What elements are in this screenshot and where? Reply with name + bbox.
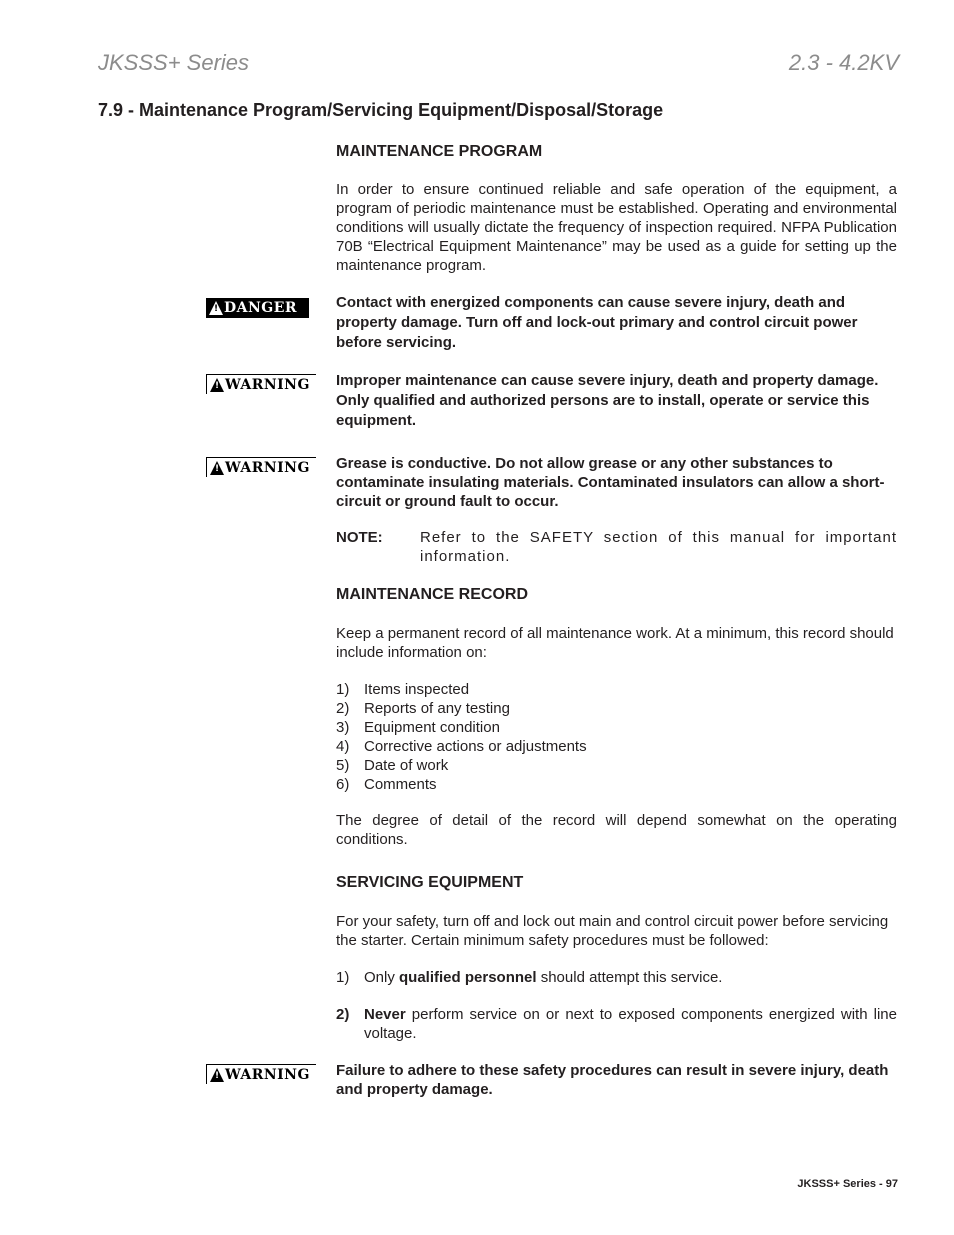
step-number: 2) — [336, 1006, 350, 1023]
step-text: Only qualified personnel should attempt this service. — [364, 969, 723, 986]
list-item: 6) Comments — [336, 776, 437, 793]
note-text: Refer to the SAFETY section of this manual for important information. — [420, 529, 897, 565]
warning-triangle-icon: ! — [210, 1068, 224, 1082]
warning-badge — [206, 1064, 316, 1084]
maintenance-record-intro: Keep a permanent record of all maintenance work. At a minimum, this record should include information on: — [336, 625, 894, 661]
list-item: 2) Reports of any testing — [336, 700, 510, 717]
warning-triangle-icon: ! — [210, 461, 224, 475]
step-text: Never perform service on or next to exposed components energized with line voltage. — [364, 1006, 897, 1042]
warning-badge-label: WARNING — [225, 1066, 310, 1083]
danger-badge-label: DANGER — [224, 300, 298, 316]
list-item: 3) Equipment condition — [336, 719, 500, 736]
warning-badge — [206, 374, 316, 394]
servicing-step-2 — [336, 1005, 897, 1043]
warning-notice-maintenance: Improper maintenance can cause severe injury, death and property damage. Only qualified and authorized persons are to install, operate or service this equipment. — [336, 372, 879, 429]
maintenance-program-heading: MAINTENANCE PROGRAM — [336, 143, 543, 160]
list-item: 5) Date of work — [336, 757, 449, 774]
servicing-step-1 — [336, 968, 897, 987]
maintenance-program-body: In order to ensure continued reliable and safe operation of the equipment, a program of periodic maintenance must be established. Operating and environmental conditions will usually dictate the frequency of inspection required. NFPA Publication 70B “Electrical Equipment Maintenance” may be used as a guide for setting up the maintenance program. — [336, 181, 897, 274]
danger-badge — [206, 298, 309, 318]
list-item: 4) Corrective actions or adjustments — [336, 738, 587, 755]
servicing-equipment-intro: For your safety, turn off and lock out main and control circuit power before servicing the starter. Certain minimum safety procedures must be followed: — [336, 913, 889, 949]
warning-notice-procedures: Failure to adhere to these safety procedures can result in severe injury, death and property damage. — [336, 1062, 889, 1098]
maintenance-record-outro: The degree of detail of the record will depend somewhat on the operating conditions. — [336, 812, 897, 848]
danger-notice: Contact with energized components can cause severe injury, death and property damage. Turn off and lock-out primary and control circuit power before servicing. — [336, 294, 858, 351]
header-series: JKSSS+ Series — [98, 50, 250, 75]
servicing-equipment-heading: SERVICING EQUIPMENT — [336, 874, 524, 891]
maintenance-record-list — [336, 680, 897, 794]
warning-badge — [206, 457, 316, 477]
safety-note — [336, 528, 897, 566]
maintenance-record-heading: MAINTENANCE RECORD — [336, 586, 528, 603]
warning-badge-label: WARNING — [225, 376, 310, 393]
step-number: 1) — [336, 969, 350, 986]
page-footer: JKSSS+ Series - 97 — [797, 1178, 898, 1190]
list-item: 1) Items inspected — [336, 681, 470, 698]
note-label: NOTE: — [336, 529, 383, 546]
warning-badge-label: WARNING — [225, 459, 310, 476]
warning-triangle-icon: ! — [210, 378, 224, 392]
warning-notice-grease: Grease is conductive. Do not allow grease or any other substances to contaminate insulating materials. Contaminated insulators can allow a short-circuit or ground fault to occur. — [336, 455, 885, 510]
danger-triangle-icon: ! — [209, 301, 223, 315]
header-voltage: 2.3 - 4.2KV — [788, 50, 899, 75]
section-title: 7.9 - Maintenance Program/Servicing Equipment/Disposal/Storage — [98, 100, 664, 120]
